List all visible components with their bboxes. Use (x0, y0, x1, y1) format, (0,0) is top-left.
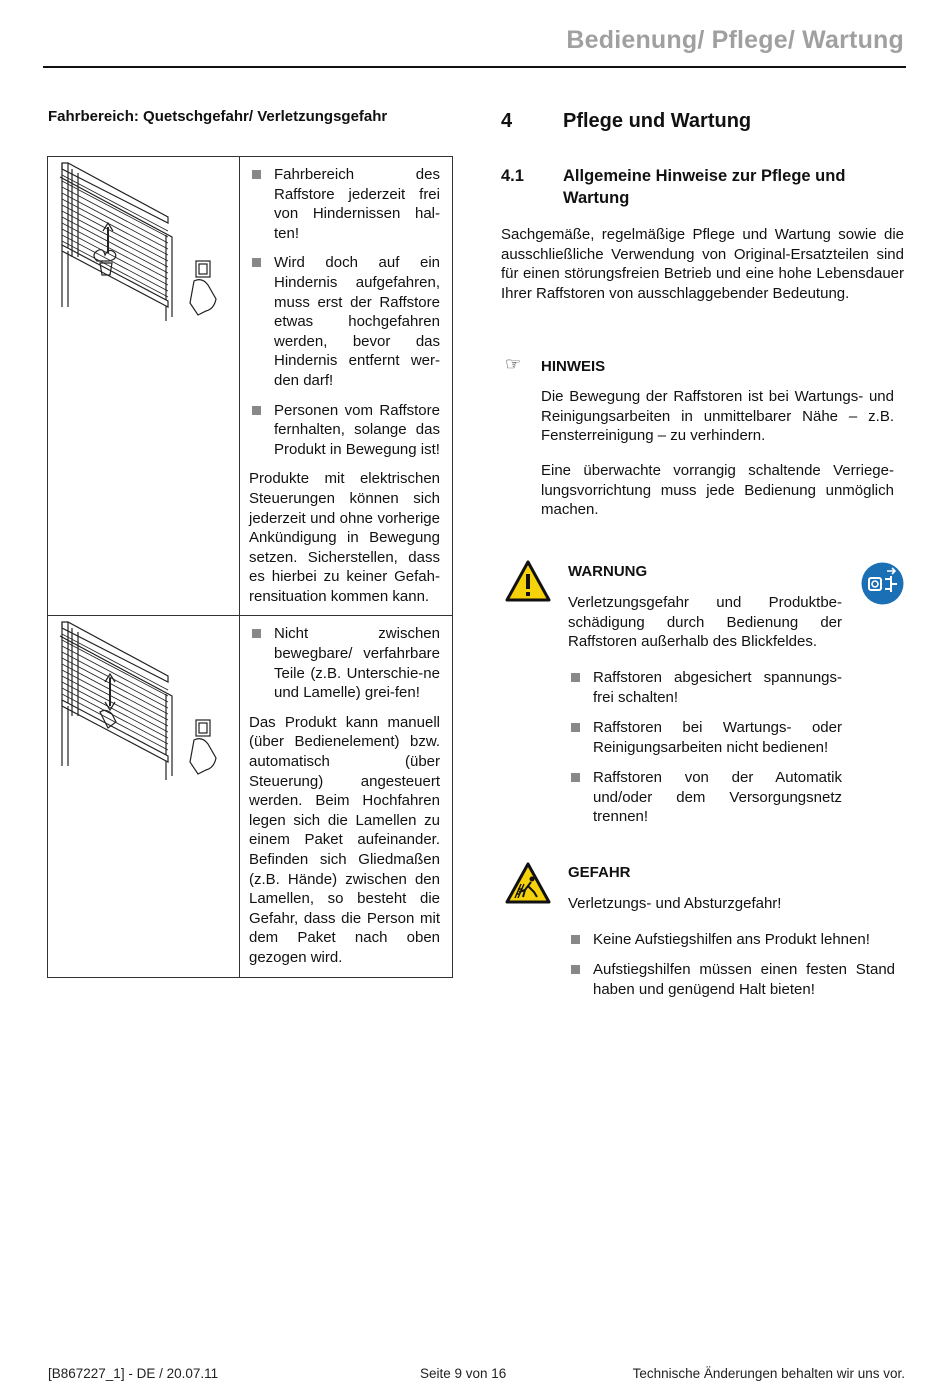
hazard-text-cell-2 (240, 616, 453, 977)
footer-document-id: [B867227_1] - DE / 20.07.11 (48, 1366, 219, 1381)
blind-obstacle-illustration (48, 157, 238, 337)
subsection-number: 4.1 (501, 167, 524, 185)
hazard-paragraph-1: Produkte mit elektrischen Steuerungen können sich jederzeit und ohne vorherige Ankündigung in Bewegung setzen. Sicherstellen, dass es hierbei zu keiner Gefah-rensituation kommen kann. (249, 470, 440, 605)
warnung-bullets (568, 668, 842, 837)
list-item: Raffstoren bei Wartungs- oder Reinigungsarbeiten nicht bedienen! (568, 718, 842, 757)
hinweis-title: HINWEIS (541, 358, 606, 375)
bullet-square-icon (252, 170, 261, 179)
gefahr-text: Verletzungs- und Absturzgefahr! (568, 895, 782, 912)
fall-hazard-icon (505, 862, 551, 904)
gefahr-bullets (568, 930, 895, 1010)
footer-page-number: Seite 9 von 16 (420, 1366, 507, 1381)
pointing-hand-icon: ☞ (505, 354, 522, 374)
hazard-paragraph-2: Das Produkt kann manuell (über Bedienelement) bzw. automatisch (über Steuerung) angesteuert werden. Beim Hochfahren legen sich die Lamellen zu einem Paket aufeinander. Befinden sich Gliedmaßen (z.B. Hände) zwischen den Lamellen, so besteht die Gefahr, dass die Person mit dem Paket nach oben gezogen wird. (249, 713, 440, 966)
bullet-square-icon (571, 723, 580, 732)
hazard-text-cell-1 (240, 157, 453, 616)
bullet-square-icon (571, 673, 580, 682)
hinweis-text-1: Die Bewegung der Raffstoren ist bei Wartungs- und Reinigungsarbeiten in unmittelbarer Nähe – z.B. Fensterreinigung – zu verhindern. (541, 388, 894, 445)
hazard-heading: Fahrbereich: Quetschgefahr/ Verletzungsgefahr (48, 108, 388, 125)
bullet-square-icon (571, 773, 580, 782)
blind-pinch-illustration (48, 616, 238, 796)
illustration-cell (48, 616, 240, 977)
table-row (48, 616, 453, 977)
hazard-bullets-2 (249, 624, 440, 702)
header-rule (43, 66, 906, 68)
warnung-text: Verletzungsgefahr und Produktbe-schädigung durch Bedienung der Raffstoren außerhalb des Blickfeldes. (568, 594, 842, 651)
list-item: Keine Aufstiegshilfen ans Produkt lehnen! (568, 930, 895, 950)
page-header-title: Bedienung/ Pflege/ Wartung (566, 26, 904, 54)
warning-triangle-icon (505, 560, 551, 602)
table-row (48, 157, 453, 616)
section-title: Pflege und Wartung (563, 110, 752, 132)
disconnect-power-icon (861, 562, 904, 605)
list-item: Personen vom Raffstore fernhalten, solange das Produkt in Bewegung ist! (249, 401, 440, 460)
list-item: Raffstoren von der Automatik und/oder dem Versorgungsnetz trennen! (568, 768, 842, 827)
section-number: 4 (501, 110, 513, 132)
warnung-title: WARNUNG (568, 563, 648, 580)
bullet-square-icon (252, 406, 261, 415)
illustration-cell (48, 157, 240, 616)
footer-disclaimer: Technische Änderungen behalten wir uns vor. (632, 1366, 905, 1381)
subsection-title: Allgemeine Hinweise zur Pflege und Wartung (563, 167, 846, 207)
gefahr-title: GEFAHR (568, 864, 631, 881)
hinweis-text-2: Eine überwachte vorrangig schaltende Verriege-lungsvorrichtung muss jede Bedienung unmöglich machen. (541, 462, 894, 519)
bullet-square-icon (571, 935, 580, 944)
list-item: Raffstoren abgesichert spannungs-frei schalten! (568, 668, 842, 707)
hazard-table (47, 156, 453, 978)
list-item: Aufstiegshilfen müssen einen festen Stand haben und genügend Halt bieten! (568, 960, 895, 999)
bullet-square-icon (252, 629, 261, 638)
bullet-square-icon (252, 258, 261, 267)
list-item: Nicht zwischen bewegbare/ verfahrbare Teile (z.B. Unterschie-ne und Lamelle) grei-fen! (249, 624, 440, 702)
list-item: Fahrbereich des Raffstore jederzeit frei von Hindernissen hal-ten! (249, 165, 440, 243)
bullet-square-icon (571, 965, 580, 974)
list-item: Wird doch auf ein Hindernis aufgefahren, muss erst der Raffstore etwas hochgefahren werden, bevor das Hindernis entfernt wer-den darf! (249, 253, 440, 390)
hazard-bullets-1 (249, 165, 440, 459)
subsection-text: Sachgemäße, regelmäßige Pflege und Wartung sowie die ausschließliche Verwendung von Original-Ersatzteilen sind für einen störungsfreien Betrieb und eine hohe Lebensdauer Ihrer Raffstoren von ausschlaggebender Bedeutung. (501, 226, 904, 303)
